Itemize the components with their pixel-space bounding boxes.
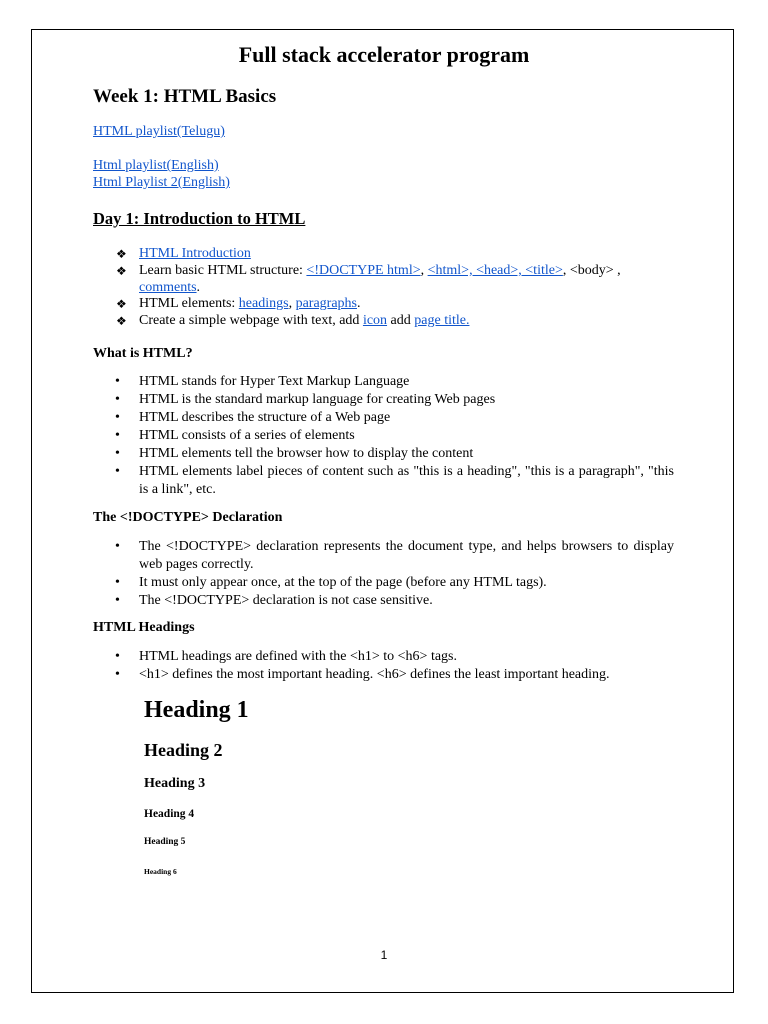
english-playlist-2-link[interactable]: Html Playlist 2(English)	[93, 175, 230, 190]
bullet-icon: •	[115, 464, 120, 479]
english-playlist-link[interactable]: Html playlist(English)	[93, 158, 219, 173]
doctype-link[interactable]: <!DOCTYPE html>	[306, 263, 421, 278]
english-playlist-link-row	[93, 158, 219, 174]
list-item: HTML describes the structure of a Web page	[139, 410, 391, 425]
list-item-text: Create a simple webpage with text, add	[139, 313, 363, 328]
list-item: It must only appear once, at the top of the page (before any HTML tags).	[139, 575, 547, 590]
demo-heading-6: Heading 6	[144, 867, 177, 876]
icon-link[interactable]: icon	[362, 313, 388, 328]
diamond-bullet-icon: ❖	[116, 314, 127, 328]
what-is-html-heading: What is HTML?	[93, 346, 193, 361]
list-item-text: HTML elements:	[139, 296, 239, 311]
html-headings-heading: HTML Headings	[93, 620, 195, 635]
page-title-link[interactable]: page title.	[414, 313, 470, 328]
bullet-icon: •	[115, 374, 120, 389]
diamond-bullet-icon: ❖	[116, 297, 127, 311]
list-item	[139, 245, 674, 262]
day-heading: Day 1: Introduction to HTML	[93, 209, 306, 228]
bullet-icon: •	[115, 392, 120, 407]
demo-heading-4: Heading 4	[144, 808, 195, 820]
week-heading: Week 1: HTML Basics	[93, 86, 277, 107]
list-item-text: add	[387, 313, 415, 328]
doctype-heading: The <!DOCTYPE> Declaration	[93, 510, 283, 525]
list-item	[139, 262, 674, 296]
html-introduction-link[interactable]: HTML Introduction	[139, 246, 251, 261]
demo-heading-2: Heading 2	[144, 740, 223, 760]
telugu-playlist-link[interactable]: HTML playlist(Telugu)	[93, 124, 225, 139]
bullet-icon: •	[115, 649, 120, 664]
list-item: HTML elements tell the browser how to display the content	[139, 446, 474, 461]
bullet-icon: •	[115, 446, 120, 461]
list-item-text: , <body> ,	[562, 263, 621, 278]
bullet-icon: •	[115, 575, 120, 590]
demo-heading-1: Heading 1	[144, 697, 249, 723]
demo-heading-3: Heading 3	[144, 776, 206, 791]
list-item: HTML elements label pieces of content such as "this is a heading", "this is a paragraph", "this is a link", etc.	[139, 464, 674, 497]
diamond-bullet-icon: ❖	[116, 247, 127, 261]
paragraphs-link[interactable]: paragraphs	[295, 296, 357, 311]
bullet-icon: •	[115, 410, 120, 425]
comments-link[interactable]: comments	[139, 280, 197, 295]
bullet-icon: •	[115, 539, 120, 554]
bullet-icon: •	[115, 428, 120, 443]
separator-text: ,	[420, 263, 428, 278]
telugu-playlist-link-row	[93, 124, 225, 140]
list-item: HTML stands for Hyper Text Markup Language	[139, 374, 410, 389]
list-item-text: .	[356, 296, 361, 311]
list-item	[139, 312, 674, 329]
headings-link[interactable]: headings	[238, 296, 289, 311]
list-item-text: Learn basic HTML structure:	[139, 263, 307, 278]
html-head-title-link[interactable]: <html>, <head>, <title>	[427, 263, 563, 278]
bullet-icon: •	[115, 667, 120, 682]
bullet-icon: •	[115, 593, 120, 608]
demo-heading-5: Heading 5	[144, 837, 186, 847]
document-title: Full stack accelerator program	[238, 42, 530, 67]
list-item: HTML consists of a series of elements	[139, 428, 355, 443]
english-playlist-2-link-row	[93, 175, 230, 191]
diamond-bullet-icon: ❖	[116, 264, 127, 278]
list-item: HTML is the standard markup language for creating Web pages	[139, 392, 496, 407]
page-number: 1	[380, 948, 388, 962]
list-item: The <!DOCTYPE> declaration represents the document type, and helps browsers to display web pages correctly.	[139, 539, 674, 572]
list-item: <h1> defines the most important heading. <h6> defines the least important heading.	[139, 667, 610, 682]
list-item: HTML headings are defined with the <h1> to <h6> tags.	[139, 649, 457, 664]
separator-text: ,	[288, 296, 296, 311]
list-item-text: .	[196, 280, 201, 295]
list-item	[139, 295, 674, 312]
list-item: The <!DOCTYPE> declaration is not case sensitive.	[139, 593, 433, 608]
